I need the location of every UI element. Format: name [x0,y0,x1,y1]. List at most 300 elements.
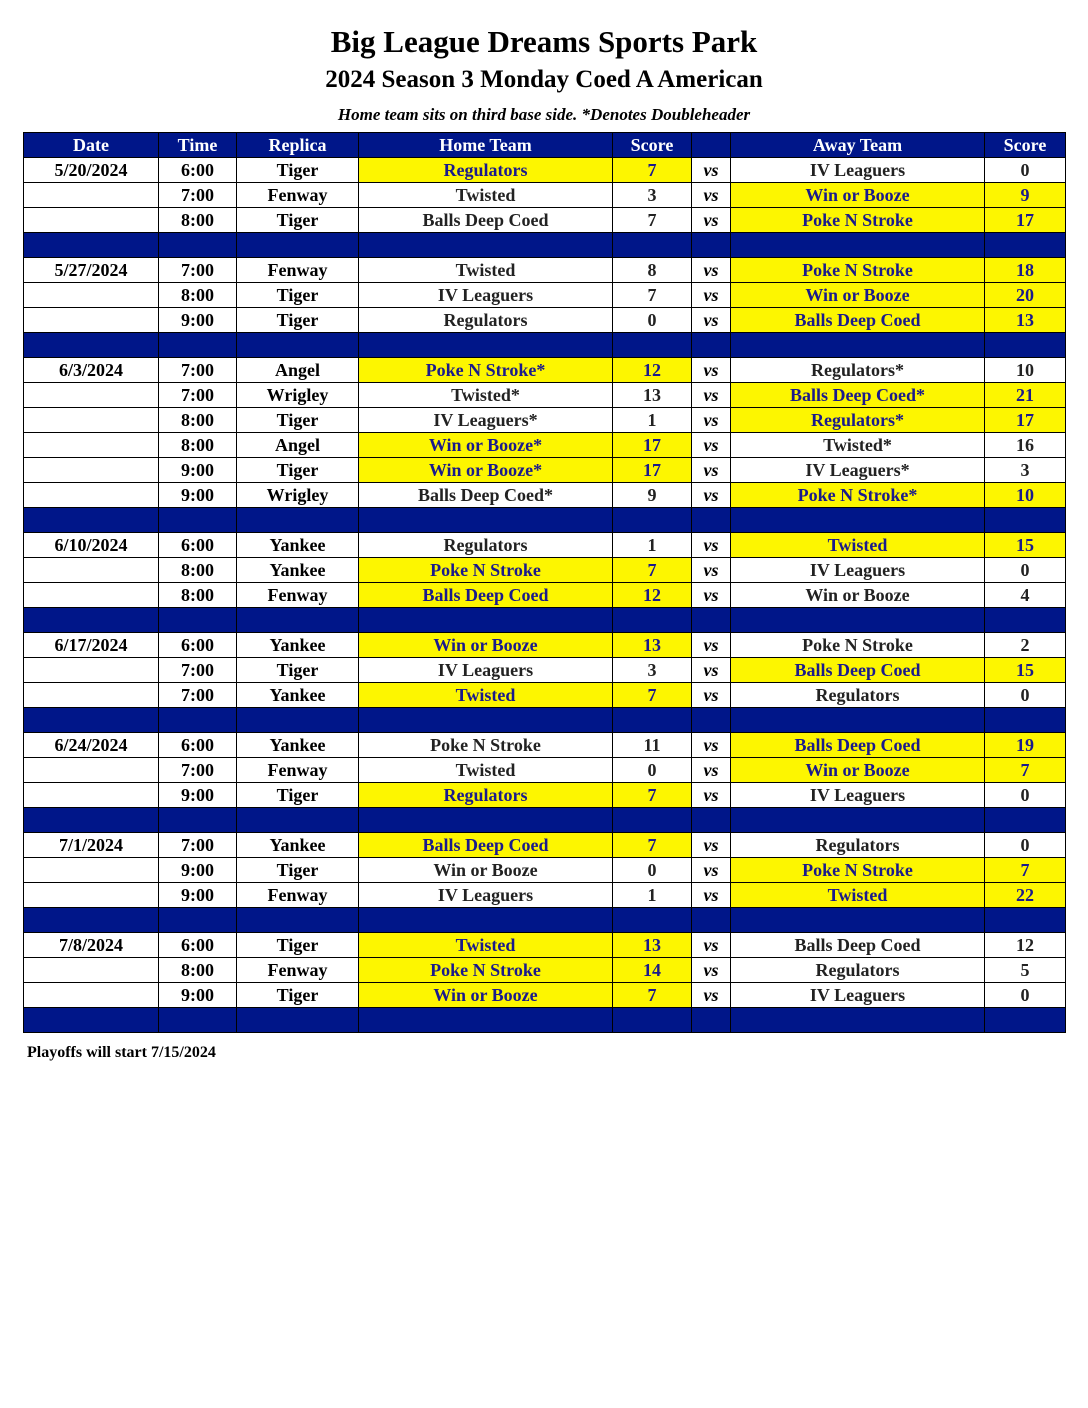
away-team: IV Leaguers [731,558,985,583]
game-row [24,408,1066,433]
vs-label: vs [692,208,731,233]
home-score: 7 [613,983,692,1008]
away-score: 4 [985,583,1066,608]
separator-cell [731,333,985,358]
separator-cell [359,333,613,358]
home-team: Win or Booze [359,633,613,658]
home-team: Twisted* [359,383,613,408]
game-time: 9:00 [159,483,237,508]
game-date [24,983,159,1008]
game-row [24,733,1066,758]
away-team: Win or Booze [731,583,985,608]
home-score: 7 [613,208,692,233]
home-team: Win or Booze* [359,458,613,483]
separator-cell [24,608,159,633]
game-date [24,683,159,708]
game-date: 6/17/2024 [24,633,159,658]
separator-cell [985,1008,1066,1033]
separator-cell [24,233,159,258]
separator-cell [237,908,359,933]
game-date: 6/3/2024 [24,358,159,383]
away-score: 15 [985,533,1066,558]
away-team: Twisted [731,883,985,908]
game-row [24,683,1066,708]
separator-cell [237,508,359,533]
separator-cell [159,1008,237,1033]
home-score: 7 [613,283,692,308]
game-time: 9:00 [159,883,237,908]
vs-label: vs [692,533,731,558]
away-team: IV Leaguers* [731,458,985,483]
home-team: Balls Deep Coed* [359,483,613,508]
away-team: Poke N Stroke [731,633,985,658]
game-time: 6:00 [159,733,237,758]
vs-label: vs [692,733,731,758]
separator-cell [237,808,359,833]
season-subtitle: 2024 Season 3 Monday Coed A American [325,66,763,93]
game-date: 6/24/2024 [24,733,159,758]
separator-cell [692,908,731,933]
field-replica: Yankee [237,558,359,583]
home-team: Poke N Stroke* [359,358,613,383]
home-score: 14 [613,958,692,983]
away-score: 0 [985,158,1066,183]
field-replica: Tiger [237,308,359,333]
vs-label: vs [692,833,731,858]
vs-label: vs [692,883,731,908]
home-score: 0 [613,858,692,883]
game-date [24,558,159,583]
game-date [24,783,159,808]
field-replica: Yankee [237,533,359,558]
field-replica: Tiger [237,408,359,433]
game-time: 9:00 [159,858,237,883]
field-replica: Angel [237,358,359,383]
home-score: 0 [613,758,692,783]
separator-cell [613,508,692,533]
away-team: Win or Booze [731,183,985,208]
game-date: 7/8/2024 [24,933,159,958]
game-date [24,308,159,333]
home-team: Win or Booze* [359,433,613,458]
field-replica: Fenway [237,183,359,208]
separator-cell [237,608,359,633]
away-team: Regulators* [731,408,985,433]
game-row [24,658,1066,683]
vs-label: vs [692,983,731,1008]
game-time: 8:00 [159,208,237,233]
game-row [24,433,1066,458]
game-time: 6:00 [159,158,237,183]
field-replica: Tiger [237,658,359,683]
separator-cell [359,233,613,258]
separator-cell [237,1008,359,1033]
game-row [24,208,1066,233]
separator-cell [24,508,159,533]
away-score: 7 [985,758,1066,783]
game-time: 8:00 [159,558,237,583]
game-date: 6/10/2024 [24,533,159,558]
separator-cell [613,708,692,733]
separator-cell [24,808,159,833]
separator-cell [731,508,985,533]
game-time: 6:00 [159,633,237,658]
away-score: 20 [985,283,1066,308]
away-score: 9 [985,183,1066,208]
home-score: 12 [613,583,692,608]
separator-cell [613,1008,692,1033]
away-score: 12 [985,933,1066,958]
home-team: Regulators [359,783,613,808]
game-date [24,433,159,458]
separator-cell [985,708,1066,733]
separator-cell [613,608,692,633]
vs-label: vs [692,583,731,608]
game-row [24,958,1066,983]
home-team: Twisted [359,183,613,208]
vs-label: vs [692,458,731,483]
separator-cell [24,333,159,358]
week-separator [24,708,1066,733]
game-row [24,783,1066,808]
game-row [24,983,1066,1008]
vs-label: vs [692,258,731,283]
home-score: 17 [613,433,692,458]
game-date [24,858,159,883]
game-time: 8:00 [159,958,237,983]
vs-label: vs [692,183,731,208]
game-row [24,558,1066,583]
away-score: 10 [985,483,1066,508]
separator-cell [692,508,731,533]
separator-cell [613,908,692,933]
vs-label: vs [692,758,731,783]
game-row [24,358,1066,383]
home-score: 7 [613,783,692,808]
home-team: IV Leaguers [359,283,613,308]
vs-label: vs [692,433,731,458]
separator-cell [985,233,1066,258]
away-score: 0 [985,783,1066,808]
away-score: 17 [985,208,1066,233]
vs-label: vs [692,558,731,583]
field-replica: Yankee [237,683,359,708]
separator-cell [985,908,1066,933]
vs-label: vs [692,408,731,433]
home-team: Regulators [359,308,613,333]
separator-cell [237,333,359,358]
game-date [24,883,159,908]
separator-cell [731,1008,985,1033]
home-score: 8 [613,258,692,283]
field-replica: Fenway [237,583,359,608]
separator-cell [237,708,359,733]
field-replica: Tiger [237,983,359,1008]
game-date: 5/27/2024 [24,258,159,283]
vs-label: vs [692,308,731,333]
field-replica: Tiger [237,208,359,233]
game-time: 7:00 [159,258,237,283]
home-team: IV Leaguers [359,658,613,683]
field-replica: Fenway [237,883,359,908]
game-date [24,283,159,308]
away-team: Balls Deep Coed [731,733,985,758]
home-score: 17 [613,458,692,483]
field-replica: Fenway [237,758,359,783]
away-score: 22 [985,883,1066,908]
away-team: Twisted [731,533,985,558]
separator-cell [24,1008,159,1033]
schedule-body [24,158,1066,1033]
home-score: 3 [613,658,692,683]
home-score: 13 [613,633,692,658]
away-score: 10 [985,358,1066,383]
away-score: 0 [985,558,1066,583]
home-team: IV Leaguers [359,883,613,908]
col-date: Date [24,133,159,158]
field-replica: Wrigley [237,383,359,408]
game-time: 7:00 [159,383,237,408]
field-replica: Wrigley [237,483,359,508]
week-separator [24,233,1066,258]
separator-cell [24,708,159,733]
home-score: 1 [613,408,692,433]
game-row [24,883,1066,908]
game-row [24,383,1066,408]
vs-label: vs [692,933,731,958]
home-team: Poke N Stroke [359,558,613,583]
separator-cell [613,333,692,358]
separator-cell [692,233,731,258]
vs-label: vs [692,383,731,408]
home-score: 11 [613,733,692,758]
home-score: 12 [613,358,692,383]
game-time: 7:00 [159,833,237,858]
game-time: 7:00 [159,658,237,683]
away-score: 19 [985,733,1066,758]
vs-label: vs [692,683,731,708]
separator-cell [731,808,985,833]
home-team: Twisted [359,683,613,708]
home-team: Balls Deep Coed [359,833,613,858]
away-score: 3 [985,458,1066,483]
separator-cell [985,508,1066,533]
field-replica: Tiger [237,458,359,483]
away-team: Balls Deep Coed* [731,383,985,408]
vs-label: vs [692,283,731,308]
field-replica: Angel [237,433,359,458]
game-row [24,483,1066,508]
away-score: 0 [985,683,1066,708]
separator-cell [985,808,1066,833]
away-score: 21 [985,383,1066,408]
home-team: Win or Booze [359,983,613,1008]
vs-label: vs [692,658,731,683]
separator-cell [159,233,237,258]
separator-cell [692,808,731,833]
field-replica: Tiger [237,858,359,883]
col-home-score: Score [613,133,692,158]
separator-cell [692,1008,731,1033]
away-team: Balls Deep Coed [731,933,985,958]
home-score: 1 [613,533,692,558]
home-score: 7 [613,558,692,583]
header-row [24,133,1066,158]
away-score: 17 [985,408,1066,433]
separator-cell [159,608,237,633]
game-row [24,158,1066,183]
separator-cell [731,608,985,633]
away-score: 18 [985,258,1066,283]
away-score: 0 [985,833,1066,858]
separator-cell [159,908,237,933]
game-date [24,958,159,983]
col-time: Time [159,133,237,158]
home-team: Twisted [359,758,613,783]
game-row [24,533,1066,558]
field-replica: Tiger [237,158,359,183]
game-row [24,633,1066,658]
week-separator [24,808,1066,833]
game-time: 6:00 [159,933,237,958]
home-score: 13 [613,933,692,958]
col-home-team: Home Team [359,133,613,158]
field-replica: Yankee [237,833,359,858]
home-team: Balls Deep Coed [359,583,613,608]
away-team: Regulators [731,958,985,983]
separator-cell [613,808,692,833]
game-row [24,308,1066,333]
separator-cell [359,908,613,933]
page-title: Big League Dreams Sports Park [330,24,758,59]
game-time: 9:00 [159,308,237,333]
game-date: 7/1/2024 [24,833,159,858]
away-team: Twisted* [731,433,985,458]
field-replica: Yankee [237,633,359,658]
week-separator [24,333,1066,358]
separator-cell [237,233,359,258]
game-date: 5/20/2024 [24,158,159,183]
separator-cell [159,708,237,733]
game-time: 9:00 [159,783,237,808]
home-team: Twisted [359,258,613,283]
vs-label: vs [692,858,731,883]
separator-cell [24,908,159,933]
col-away-score: Score [985,133,1066,158]
vs-label: vs [692,158,731,183]
separator-cell [731,233,985,258]
game-row [24,258,1066,283]
col-vs [692,133,731,158]
field-replica: Tiger [237,783,359,808]
home-score: 13 [613,383,692,408]
vs-label: vs [692,358,731,383]
field-replica: Fenway [237,258,359,283]
game-row [24,933,1066,958]
game-row [24,583,1066,608]
separator-cell [159,808,237,833]
game-time: 7:00 [159,358,237,383]
away-team: Win or Booze [731,758,985,783]
away-team: IV Leaguers [731,158,985,183]
game-time: 8:00 [159,583,237,608]
home-team: Balls Deep Coed [359,208,613,233]
separator-cell [359,808,613,833]
game-time: 8:00 [159,433,237,458]
home-team: Twisted [359,933,613,958]
game-date [24,383,159,408]
separator-cell [613,233,692,258]
away-score: 2 [985,633,1066,658]
away-team: Poke N Stroke* [731,483,985,508]
separator-cell [731,708,985,733]
separator-cell [985,333,1066,358]
home-score: 7 [613,158,692,183]
home-team: IV Leaguers* [359,408,613,433]
home-score: 1 [613,883,692,908]
week-separator [24,1008,1066,1033]
game-time: 7:00 [159,683,237,708]
away-score: 13 [985,308,1066,333]
game-date [24,583,159,608]
game-date [24,758,159,783]
away-team: Balls Deep Coed [731,308,985,333]
separator-cell [731,908,985,933]
home-score: 7 [613,683,692,708]
field-replica: Tiger [237,933,359,958]
game-row [24,858,1066,883]
separator-cell [359,708,613,733]
schedule-table [23,132,1066,1033]
home-team: Poke N Stroke [359,958,613,983]
game-date [24,208,159,233]
field-replica: Fenway [237,958,359,983]
game-row [24,458,1066,483]
schedule-note: Home team sits on third base side. *Denotes Doubleheader [337,105,751,124]
game-time: 9:00 [159,983,237,1008]
home-team: Regulators [359,158,613,183]
vs-label: vs [692,783,731,808]
away-team: IV Leaguers [731,983,985,1008]
field-replica: Tiger [237,283,359,308]
away-team: Regulators* [731,358,985,383]
away-team: IV Leaguers [731,783,985,808]
col-away-team: Away Team [731,133,985,158]
home-team: Win or Booze [359,858,613,883]
away-score: 0 [985,983,1066,1008]
game-date [24,408,159,433]
away-score: 7 [985,858,1066,883]
separator-cell [359,508,613,533]
col-replica: Replica [237,133,359,158]
game-row [24,183,1066,208]
field-replica: Yankee [237,733,359,758]
separator-cell [359,608,613,633]
away-team: Poke N Stroke [731,208,985,233]
game-date [24,658,159,683]
game-time: 8:00 [159,283,237,308]
vs-label: vs [692,483,731,508]
separator-cell [985,608,1066,633]
week-separator [24,908,1066,933]
separator-cell [692,333,731,358]
away-score: 16 [985,433,1066,458]
away-team: Regulators [731,683,985,708]
away-score: 5 [985,958,1066,983]
game-row [24,283,1066,308]
game-time: 8:00 [159,408,237,433]
game-date [24,483,159,508]
